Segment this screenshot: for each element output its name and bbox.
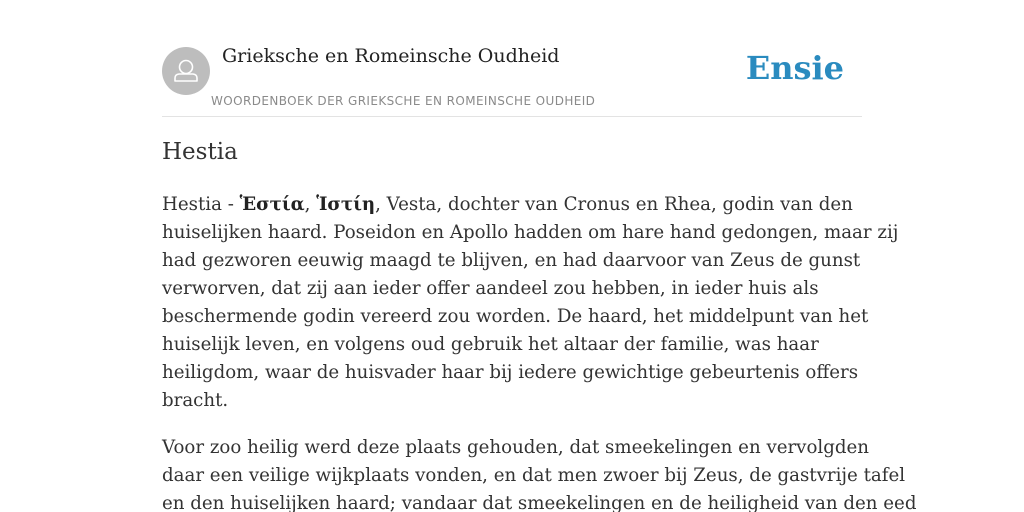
avatar[interactable] xyxy=(162,47,210,95)
lead-text: Hestia - xyxy=(162,194,240,215)
text-line: Voor zoo heilig werd deze plaats gehouden, dat smeekelingen en vervolgden xyxy=(162,437,869,458)
author-name-link[interactable]: Grieksche en Romeinsche Oudheid xyxy=(222,45,560,67)
line-text: , Vesta, dochter van Cronus en Rhea, godin van den xyxy=(375,194,853,215)
text-line: heiligdom, waar de huisvader haar bij iedere gewichtige gebeurtenis offers xyxy=(162,362,859,383)
text-line xyxy=(162,191,867,219)
greek-term: Ἱστίη xyxy=(316,194,376,215)
paragraph-2 xyxy=(162,434,917,512)
page-title: Hestia xyxy=(162,139,238,165)
source-label: WOORDENBOEK DER GRIEKSCHE EN ROMEINSCHE OUDHEID xyxy=(211,94,596,108)
text-line: verworven, dat zij aan ieder offer aandeel zou hebben, in ieder huis als xyxy=(162,278,819,299)
text-line: bracht. xyxy=(162,390,229,411)
article-header xyxy=(162,40,862,117)
text-line: had gezworen eeuwig maagd te blijven, en had daarvoor van Zeus de gunst xyxy=(162,250,861,271)
text-line: huiselijk leven, en volgens oud gebruik het altaar der familie, was haar xyxy=(162,334,819,355)
greek-term: Ἑστία xyxy=(239,194,305,215)
text-line: beschermende godin vereerd zou worden. De haard, het middelpunt van het xyxy=(162,306,869,327)
text-line: daar een veilige wijkplaats vonden, en dat men zwoer bij Zeus, de gastvrije tafel xyxy=(162,465,906,486)
separator-text: , xyxy=(304,194,317,215)
ensie-logo[interactable]: Ensie xyxy=(745,49,844,87)
article-body xyxy=(162,191,917,512)
text-line: huiselijken haard. Poseidon en Apollo hadden om hare hand gedongen, maar zij xyxy=(162,222,899,243)
text-line: en den huiselijken haard; vandaar dat smeekelingen en de heiligheid van den eed xyxy=(162,493,917,512)
paragraph-1 xyxy=(162,191,899,415)
user-icon xyxy=(162,47,210,95)
